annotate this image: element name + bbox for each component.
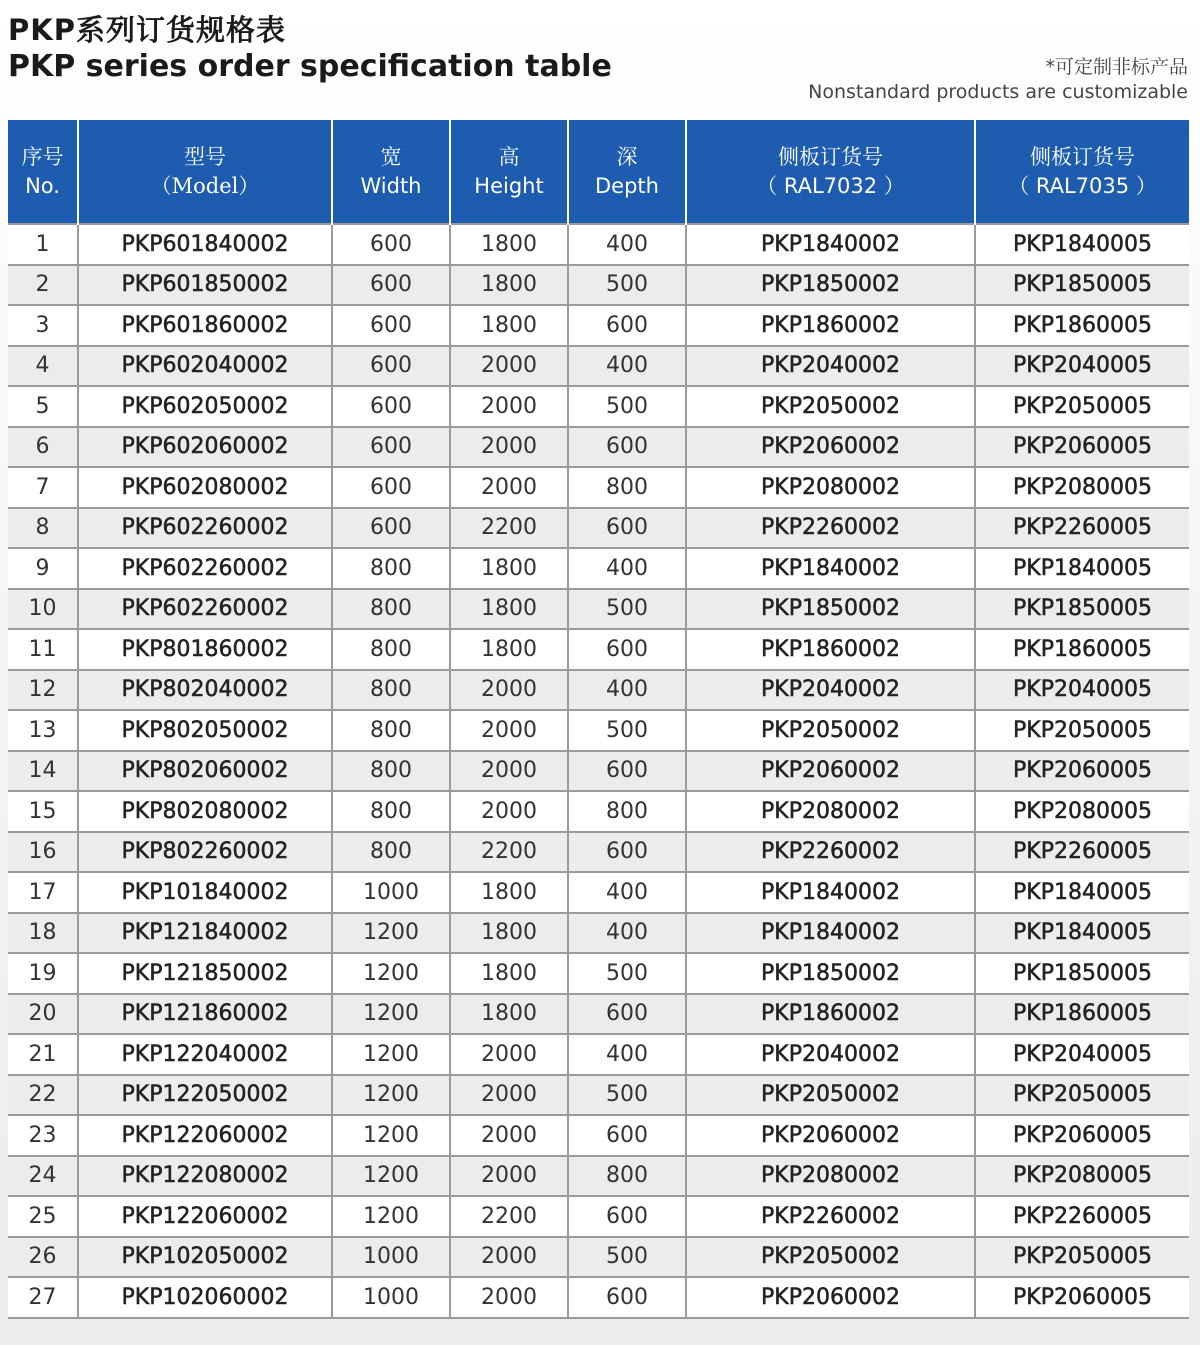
table-row xyxy=(8,1115,1189,1156)
cell-side-ral7032: PKP1850002 xyxy=(686,953,975,994)
cell-depth: 600 xyxy=(568,832,686,873)
cell-no: 6 xyxy=(8,427,78,468)
cell-depth: 600 xyxy=(568,508,686,549)
cell-height: 2000 xyxy=(450,710,568,751)
cell-side-ral7032: PKP2050002 xyxy=(686,386,975,427)
cell-model: PKP602080002 xyxy=(78,467,332,508)
cell-side-ral7035: PKP1840005 xyxy=(975,913,1189,954)
cell-depth: 800 xyxy=(568,1156,686,1197)
cell-no: 15 xyxy=(8,791,78,832)
cell-width: 600 xyxy=(332,427,450,468)
cell-side-ral7032: PKP1840002 xyxy=(686,872,975,913)
header-no xyxy=(8,120,78,224)
header-side-ral7032-en: （ RAL7032 ） xyxy=(756,173,905,198)
cell-side-ral7032: PKP2050002 xyxy=(686,1075,975,1116)
cell-height: 1800 xyxy=(450,872,568,913)
cell-depth: 400 xyxy=(568,224,686,265)
cell-depth: 600 xyxy=(568,751,686,792)
cell-depth: 600 xyxy=(568,427,686,468)
header-height-cn: 高 xyxy=(498,144,520,169)
cell-depth: 400 xyxy=(568,872,686,913)
table-row xyxy=(8,1196,1189,1237)
cell-model: PKP102050002 xyxy=(78,1237,332,1278)
cell-depth: 400 xyxy=(568,913,686,954)
custom-note-cn: *可定制非标产品 xyxy=(1045,56,1188,78)
table-row xyxy=(8,751,1189,792)
cell-side-ral7032: PKP2260002 xyxy=(686,832,975,873)
cell-side-ral7032: PKP2040002 xyxy=(686,670,975,711)
cell-width: 1200 xyxy=(332,1196,450,1237)
cell-side-ral7035: PKP1840005 xyxy=(975,548,1189,589)
cell-side-ral7035: PKP2050005 xyxy=(975,386,1189,427)
cell-depth: 800 xyxy=(568,467,686,508)
table-body xyxy=(8,224,1189,1318)
cell-width: 800 xyxy=(332,589,450,630)
cell-no: 13 xyxy=(8,710,78,751)
cell-side-ral7035: PKP1850005 xyxy=(975,953,1189,994)
cell-model: PKP122080002 xyxy=(78,1156,332,1197)
cell-side-ral7035: PKP2260005 xyxy=(975,832,1189,873)
table-row xyxy=(8,994,1189,1035)
cell-no: 27 xyxy=(8,1277,78,1318)
cell-side-ral7032: PKP1840002 xyxy=(686,913,975,954)
cell-model: PKP122060002 xyxy=(78,1115,332,1156)
cell-side-ral7035: PKP1860005 xyxy=(975,629,1189,670)
header-side-ral7035 xyxy=(975,120,1189,224)
cell-width: 1200 xyxy=(332,913,450,954)
cell-model: PKP602260002 xyxy=(78,548,332,589)
cell-side-ral7035: PKP2040005 xyxy=(975,1034,1189,1075)
table-row xyxy=(8,346,1189,387)
cell-height: 2000 xyxy=(450,1277,568,1318)
cell-width: 1000 xyxy=(332,1277,450,1318)
cell-side-ral7032: PKP2050002 xyxy=(686,710,975,751)
table-row xyxy=(8,1156,1189,1197)
cell-height: 2000 xyxy=(450,346,568,387)
cell-width: 800 xyxy=(332,791,450,832)
cell-depth: 400 xyxy=(568,548,686,589)
cell-depth: 500 xyxy=(568,710,686,751)
cell-width: 800 xyxy=(332,548,450,589)
cell-side-ral7032: PKP2060002 xyxy=(686,427,975,468)
cell-model: PKP601860002 xyxy=(78,305,332,346)
cell-model: PKP802060002 xyxy=(78,751,332,792)
cell-no: 4 xyxy=(8,346,78,387)
header-height-en: Height xyxy=(474,173,544,198)
cell-side-ral7032: PKP2040002 xyxy=(686,1034,975,1075)
cell-no: 12 xyxy=(8,670,78,711)
cell-model: PKP602260002 xyxy=(78,508,332,549)
cell-height: 2000 xyxy=(450,791,568,832)
cell-model: PKP802080002 xyxy=(78,791,332,832)
custom-note xyxy=(808,55,1188,105)
table-row xyxy=(8,953,1189,994)
cell-no: 23 xyxy=(8,1115,78,1156)
cell-height: 2000 xyxy=(450,1237,568,1278)
cell-depth: 800 xyxy=(568,791,686,832)
cell-height: 2000 xyxy=(450,1075,568,1116)
cell-depth: 500 xyxy=(568,589,686,630)
cell-no: 20 xyxy=(8,994,78,1035)
cell-width: 1200 xyxy=(332,1075,450,1116)
cell-width: 800 xyxy=(332,629,450,670)
cell-model: PKP121860002 xyxy=(78,994,332,1035)
cell-no: 19 xyxy=(8,953,78,994)
cell-width: 600 xyxy=(332,467,450,508)
cell-depth: 600 xyxy=(568,305,686,346)
cell-depth: 400 xyxy=(568,670,686,711)
cell-height: 1800 xyxy=(450,224,568,265)
table-row xyxy=(8,1034,1189,1075)
cell-model: PKP102060002 xyxy=(78,1277,332,1318)
cell-height: 2000 xyxy=(450,386,568,427)
cell-depth: 600 xyxy=(568,1196,686,1237)
cell-no: 2 xyxy=(8,265,78,306)
cell-side-ral7035: PKP2050005 xyxy=(975,1075,1189,1116)
cell-side-ral7032: PKP2260002 xyxy=(686,508,975,549)
cell-height: 1800 xyxy=(450,913,568,954)
cell-width: 800 xyxy=(332,751,450,792)
cell-width: 800 xyxy=(332,670,450,711)
cell-no: 8 xyxy=(8,508,78,549)
cell-model: PKP602040002 xyxy=(78,346,332,387)
cell-side-ral7035: PKP1840005 xyxy=(975,872,1189,913)
cell-height: 2000 xyxy=(450,1034,568,1075)
spec-table xyxy=(8,120,1189,1319)
cell-model: PKP602060002 xyxy=(78,427,332,468)
cell-side-ral7035: PKP2040005 xyxy=(975,346,1189,387)
cell-width: 1200 xyxy=(332,953,450,994)
table-row xyxy=(8,913,1189,954)
cell-height: 2000 xyxy=(450,1156,568,1197)
table-row xyxy=(8,467,1189,508)
table-row xyxy=(8,1237,1189,1278)
cell-side-ral7035: PKP2060005 xyxy=(975,427,1189,468)
cell-side-ral7032: PKP2060002 xyxy=(686,1277,975,1318)
cell-side-ral7035: PKP2080005 xyxy=(975,467,1189,508)
cell-height: 1800 xyxy=(450,589,568,630)
cell-model: PKP802050002 xyxy=(78,710,332,751)
table-header xyxy=(8,120,1189,224)
cell-width: 600 xyxy=(332,346,450,387)
cell-height: 2000 xyxy=(450,751,568,792)
cell-side-ral7032: PKP2040002 xyxy=(686,346,975,387)
cell-side-ral7035: PKP2260005 xyxy=(975,508,1189,549)
cell-side-ral7035: PKP2060005 xyxy=(975,1277,1189,1318)
cell-no: 14 xyxy=(8,751,78,792)
cell-width: 600 xyxy=(332,265,450,306)
header-depth-en: Depth xyxy=(595,173,659,198)
cell-height: 1800 xyxy=(450,953,568,994)
cell-no: 16 xyxy=(8,832,78,873)
cell-model: PKP601840002 xyxy=(78,224,332,265)
table-row xyxy=(8,670,1189,711)
cell-side-ral7032: PKP1860002 xyxy=(686,305,975,346)
cell-height: 1800 xyxy=(450,305,568,346)
cell-model: PKP801860002 xyxy=(78,629,332,670)
cell-side-ral7035: PKP1850005 xyxy=(975,265,1189,306)
header-model xyxy=(78,120,332,224)
cell-width: 1000 xyxy=(332,1237,450,1278)
cell-no: 9 xyxy=(8,548,78,589)
cell-model: PKP602050002 xyxy=(78,386,332,427)
cell-model: PKP802040002 xyxy=(78,670,332,711)
table-row xyxy=(8,548,1189,589)
cell-height: 2000 xyxy=(450,427,568,468)
cell-height: 2000 xyxy=(450,670,568,711)
cell-no: 5 xyxy=(8,386,78,427)
header-depth-cn: 深 xyxy=(616,144,638,169)
cell-no: 26 xyxy=(8,1237,78,1278)
cell-depth: 500 xyxy=(568,1075,686,1116)
cell-model: PKP122060002 xyxy=(78,1196,332,1237)
cell-no: 21 xyxy=(8,1034,78,1075)
cell-depth: 400 xyxy=(568,1034,686,1075)
cell-width: 800 xyxy=(332,832,450,873)
cell-side-ral7035: PKP1860005 xyxy=(975,994,1189,1035)
cell-side-ral7035: PKP2040005 xyxy=(975,670,1189,711)
cell-height: 2200 xyxy=(450,1196,568,1237)
table-row xyxy=(8,508,1189,549)
table-row xyxy=(8,791,1189,832)
cell-side-ral7032: PKP2080002 xyxy=(686,467,975,508)
table-row xyxy=(8,629,1189,670)
cell-no: 24 xyxy=(8,1156,78,1197)
cell-side-ral7032: PKP2060002 xyxy=(686,751,975,792)
cell-model: PKP122040002 xyxy=(78,1034,332,1075)
cell-side-ral7032: PKP1850002 xyxy=(686,589,975,630)
cell-no: 18 xyxy=(8,913,78,954)
cell-model: PKP121840002 xyxy=(78,913,332,954)
cell-height: 2200 xyxy=(450,832,568,873)
cell-no: 10 xyxy=(8,589,78,630)
header-no-cn: 序号 xyxy=(21,144,64,169)
cell-side-ral7032: PKP2260002 xyxy=(686,1196,975,1237)
cell-height: 1800 xyxy=(450,629,568,670)
cell-width: 600 xyxy=(332,508,450,549)
header-depth xyxy=(568,120,686,224)
cell-height: 2000 xyxy=(450,467,568,508)
title-block xyxy=(8,12,612,86)
cell-side-ral7032: PKP2080002 xyxy=(686,791,975,832)
cell-depth: 600 xyxy=(568,1115,686,1156)
cell-no: 11 xyxy=(8,629,78,670)
header-side-ral7032 xyxy=(686,120,975,224)
header-side-ral7035-en: （ RAL7035 ） xyxy=(1008,173,1157,198)
table-row xyxy=(8,710,1189,751)
cell-no: 25 xyxy=(8,1196,78,1237)
cell-side-ral7035: PKP2050005 xyxy=(975,1237,1189,1278)
cell-side-ral7035: PKP2080005 xyxy=(975,791,1189,832)
table-row xyxy=(8,224,1189,265)
cell-side-ral7032: PKP2050002 xyxy=(686,1237,975,1278)
cell-width: 1200 xyxy=(332,994,450,1035)
cell-width: 600 xyxy=(332,224,450,265)
cell-width: 800 xyxy=(332,710,450,751)
header-model-en: （Model） xyxy=(150,173,260,198)
cell-model: PKP122050002 xyxy=(78,1075,332,1116)
cell-width: 1200 xyxy=(332,1156,450,1197)
cell-depth: 500 xyxy=(568,1237,686,1278)
header-height xyxy=(450,120,568,224)
cell-no: 17 xyxy=(8,872,78,913)
table-row xyxy=(8,832,1189,873)
cell-side-ral7032: PKP1860002 xyxy=(686,629,975,670)
cell-width: 1000 xyxy=(332,872,450,913)
cell-side-ral7035: PKP2060005 xyxy=(975,1115,1189,1156)
cell-depth: 500 xyxy=(568,953,686,994)
cell-side-ral7032: PKP2060002 xyxy=(686,1115,975,1156)
table-row xyxy=(8,305,1189,346)
cell-model: PKP601850002 xyxy=(78,265,332,306)
cell-width: 600 xyxy=(332,305,450,346)
cell-no: 3 xyxy=(8,305,78,346)
cell-side-ral7032: PKP1840002 xyxy=(686,224,975,265)
cell-side-ral7035: PKP2050005 xyxy=(975,710,1189,751)
cell-depth: 500 xyxy=(568,386,686,427)
cell-side-ral7035: PKP1850005 xyxy=(975,589,1189,630)
table-row xyxy=(8,1075,1189,1116)
header-side-ral7035-cn: 侧板订货号 xyxy=(1030,144,1135,169)
page-title-en: PKP series order specification table xyxy=(8,49,612,84)
cell-model: PKP602260002 xyxy=(78,589,332,630)
table-row xyxy=(8,872,1189,913)
cell-height: 1800 xyxy=(450,548,568,589)
cell-side-ral7035: PKP2260005 xyxy=(975,1196,1189,1237)
cell-side-ral7035: PKP2060005 xyxy=(975,751,1189,792)
cell-side-ral7032: PKP1860002 xyxy=(686,994,975,1035)
table-row xyxy=(8,265,1189,306)
cell-side-ral7032: PKP1840002 xyxy=(686,548,975,589)
cell-width: 1200 xyxy=(332,1115,450,1156)
cell-side-ral7035: PKP2080005 xyxy=(975,1156,1189,1197)
table-row xyxy=(8,1277,1189,1318)
cell-width: 600 xyxy=(332,386,450,427)
page-title-cn: PKP系列订货规格表 xyxy=(8,13,286,47)
table-row xyxy=(8,589,1189,630)
header-width-cn: 宽 xyxy=(380,144,402,169)
header-width-en: Width xyxy=(360,173,422,198)
cell-height: 1800 xyxy=(450,994,568,1035)
cell-depth: 400 xyxy=(568,346,686,387)
cell-side-ral7032: PKP2080002 xyxy=(686,1156,975,1197)
cell-depth: 600 xyxy=(568,629,686,670)
cell-width: 1200 xyxy=(332,1034,450,1075)
cell-model: PKP802260002 xyxy=(78,832,332,873)
cell-side-ral7032: PKP1850002 xyxy=(686,265,975,306)
header-side-ral7032-cn: 侧板订货号 xyxy=(778,144,883,169)
table-row xyxy=(8,386,1189,427)
cell-side-ral7035: PKP1860005 xyxy=(975,305,1189,346)
cell-no: 7 xyxy=(8,467,78,508)
cell-side-ral7035: PKP1840005 xyxy=(975,224,1189,265)
cell-depth: 600 xyxy=(568,1277,686,1318)
cell-height: 2000 xyxy=(450,1115,568,1156)
cell-no: 1 xyxy=(8,224,78,265)
cell-height: 2200 xyxy=(450,508,568,549)
cell-model: PKP121850002 xyxy=(78,953,332,994)
cell-model: PKP101840002 xyxy=(78,872,332,913)
cell-height: 1800 xyxy=(450,265,568,306)
table-row xyxy=(8,427,1189,468)
header-width xyxy=(332,120,450,224)
header-model-cn: 型号 xyxy=(184,144,226,169)
cell-no: 22 xyxy=(8,1075,78,1116)
header-no-en: No. xyxy=(25,173,60,198)
cell-depth: 500 xyxy=(568,265,686,306)
cell-depth: 600 xyxy=(568,994,686,1035)
custom-note-en: Nonstandard products are customizable xyxy=(808,81,1188,103)
